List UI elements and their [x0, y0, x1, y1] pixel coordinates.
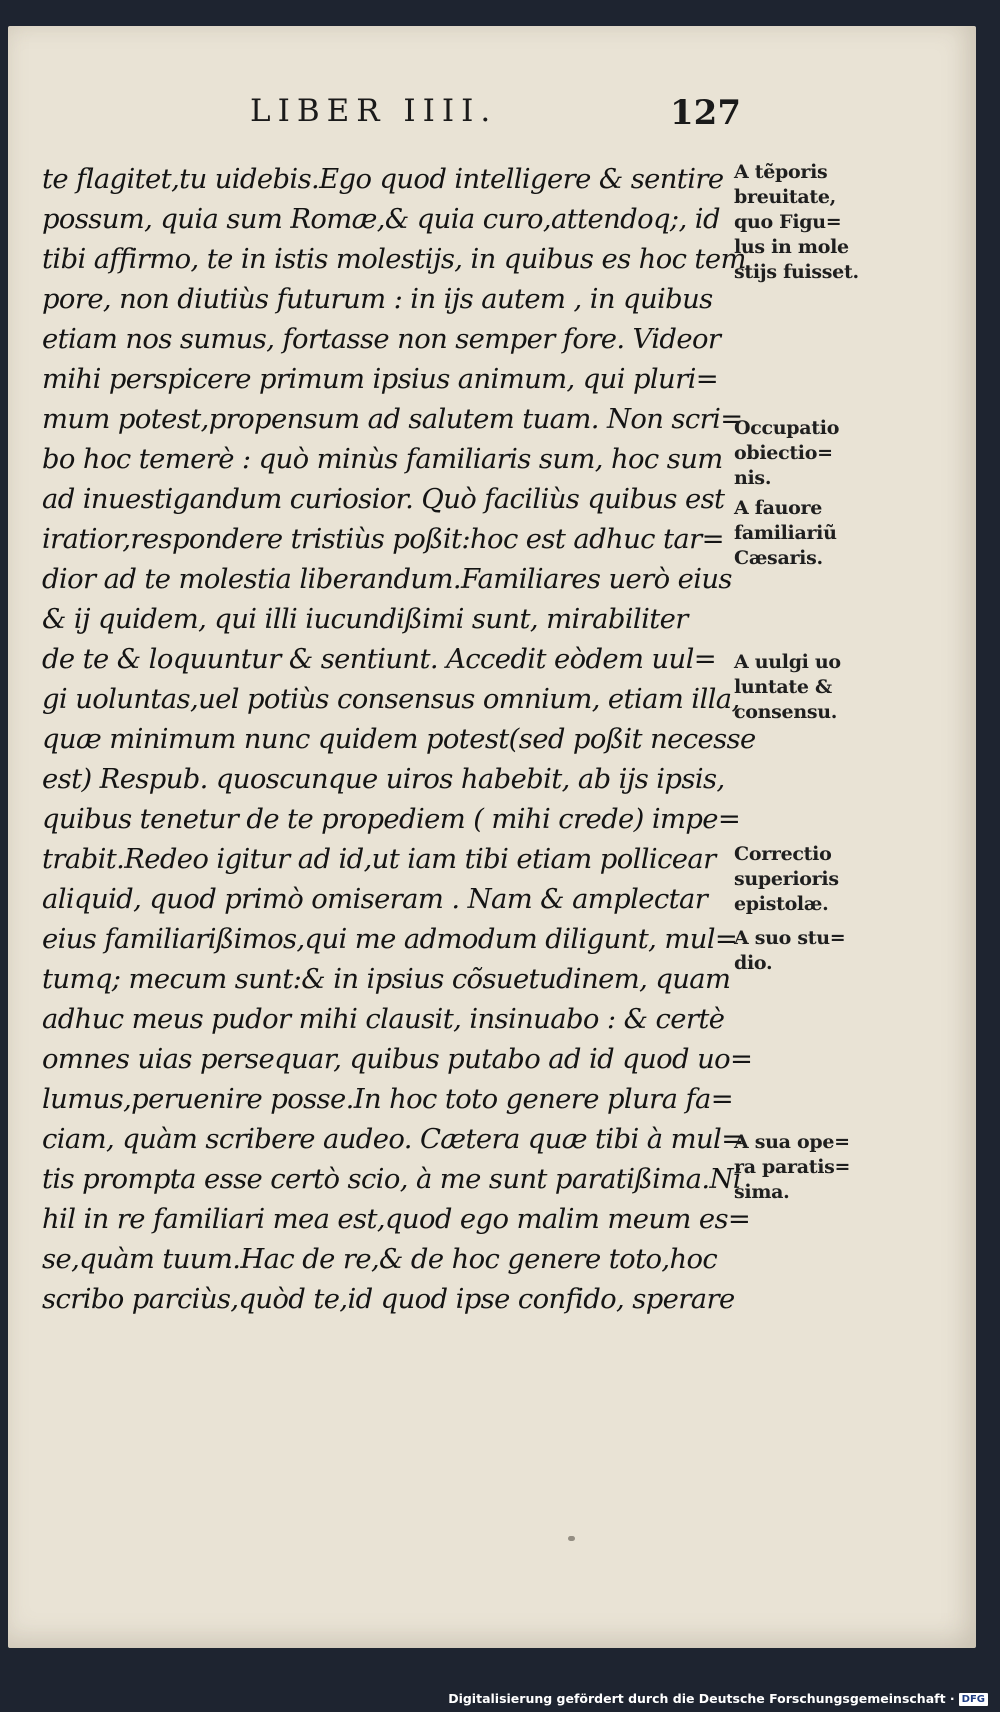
- marginal-note-line: ra paratis=: [734, 1156, 851, 1178]
- text-line: etiam nos sumus, fortasse non semper fore. Videor: [42, 324, 721, 355]
- marginal-note-line: familiariũ: [734, 522, 837, 544]
- page-header: [250, 93, 750, 143]
- text-line: est) Respub. quoscunque uiros habebit, ab ijs ipsis,: [42, 764, 725, 795]
- marginal-note: [734, 650, 884, 725]
- text-line: lumus,peruenire posse.In hoc toto genere plura fa=: [42, 1084, 734, 1115]
- marginal-note-line: A suo stu=: [734, 927, 846, 949]
- digitization-credit: [448, 1690, 988, 1708]
- marginal-note-line: A fauore: [734, 497, 823, 519]
- text-line: trabit.Redeo igitur ad id,ut iam tibi etiam pollicear: [42, 844, 716, 875]
- marginal-note: [734, 496, 884, 571]
- text-line: dior ad te molestia liberandum.Familiares uerò eius: [42, 564, 732, 595]
- marginal-note-line: Correctio: [734, 843, 832, 865]
- text-line: bo hoc temerè : quò minùs familiaris sum, hoc sum: [42, 444, 723, 475]
- marginal-note: [734, 842, 884, 917]
- text-line: tis prompta esse certò scio, à me sunt paratißima.Ni: [42, 1164, 741, 1195]
- text-line: quæ minimum nunc quidem potest(sed poßit necesse: [42, 724, 756, 755]
- marginal-note-line: A tẽporis: [734, 161, 828, 183]
- marginal-note-line: stijs fuisset.: [734, 261, 859, 283]
- paper-spot: [568, 1536, 575, 1541]
- marginal-note: [734, 1130, 884, 1205]
- marginal-note-line: A uulgi uo: [734, 651, 841, 673]
- marginal-note: [734, 416, 884, 491]
- marginal-note-line: consensu.: [734, 701, 838, 723]
- marginal-note: [734, 926, 884, 976]
- marginal-note-line: Occupatio: [734, 417, 840, 439]
- text-line: omnes uias persequar, quibus putabo ad id quod uo=: [42, 1044, 753, 1075]
- marginal-note-line: obiectio=: [734, 442, 833, 464]
- marginal-note-line: nis.: [734, 467, 772, 489]
- marginal-note-line: quo Figu=: [734, 211, 842, 233]
- text-line: gi uoluntas,uel potiùs consensus omnium, etiam illa,: [42, 684, 740, 715]
- text-line: tumq; mecum sunt:& in ipsius cõsuetudinem, quam: [42, 964, 731, 995]
- text-line: quibus tenetur de te propediem ( mihi crede) impe=: [42, 804, 741, 835]
- text-line: eius familiarißimos,qui me admodum diligunt, mul=: [42, 924, 738, 955]
- text-line: te flagitet,tu uidebis.Ego quod intelligere & sentire: [42, 164, 724, 195]
- text-line: mihi perspicere primum ipsius animum, qui pluri=: [42, 364, 719, 395]
- marginal-note-line: dio.: [734, 952, 773, 974]
- marginal-note-line: luntate &: [734, 676, 832, 698]
- marginal-note-line: breuitate,: [734, 186, 836, 208]
- text-line: iratior,respondere tristiùs poßit:hoc est adhuc tar=: [42, 524, 724, 555]
- page-number: 127: [670, 93, 741, 133]
- text-line: hil in re familiari mea est,quod ego malim meum es=: [42, 1204, 751, 1235]
- dfg-logo: DFG: [959, 1693, 988, 1706]
- text-line: ad inuestigandum curiosior. Quò faciliùs quibus est: [42, 484, 725, 515]
- text-line: tibi affirmo, te in istis molestijs, in quibus es hoc tem: [42, 244, 746, 275]
- text-line: se,quàm tuum.Hac de re,& de hoc genere toto,hoc: [42, 1244, 718, 1275]
- text-line: mum potest,propensum ad salutem tuam. Non scri=: [42, 404, 743, 435]
- text-line: de te & loquuntur & sentiunt. Accedit eòdem uul=: [42, 644, 717, 675]
- text-line: pore, non diutiùs futurum : in ijs autem , in quibus: [42, 284, 713, 315]
- text-line: ciam, quàm scribere audeo. Cætera quæ tibi à mul=: [42, 1124, 744, 1155]
- marginal-note-line: epistolæ.: [734, 893, 829, 915]
- text-line: aliquid, quod primò omiseram . Nam & amplectar: [42, 884, 708, 915]
- marginal-note-line: A sua ope=: [734, 1131, 850, 1153]
- text-line: scribo parciùs,quòd te,id quod ipse confido, sperare: [42, 1284, 735, 1315]
- marginal-note-line: Cæsaris.: [734, 547, 823, 569]
- text-line: & ij quidem, qui illi iucundißimi sunt, mirabiliter: [42, 604, 688, 635]
- marginal-note-line: lus in mole: [734, 236, 849, 258]
- marginal-note-line: superioris: [734, 868, 839, 890]
- body-text: [42, 160, 756, 1320]
- running-title: LIBER IIII.: [250, 93, 498, 129]
- text-line: possum, quia sum Romæ,& quia curo,attendoq;, id: [42, 204, 720, 235]
- marginal-note: [734, 160, 884, 285]
- marginal-note-line: sima.: [734, 1181, 790, 1203]
- text-line: adhuc meus pudor mihi clausit, insinuabo : & certè: [42, 1004, 725, 1035]
- credit-text: Digitalisierung gefördert durch die Deutsche Forschungsgemeinschaft ·: [448, 1691, 955, 1706]
